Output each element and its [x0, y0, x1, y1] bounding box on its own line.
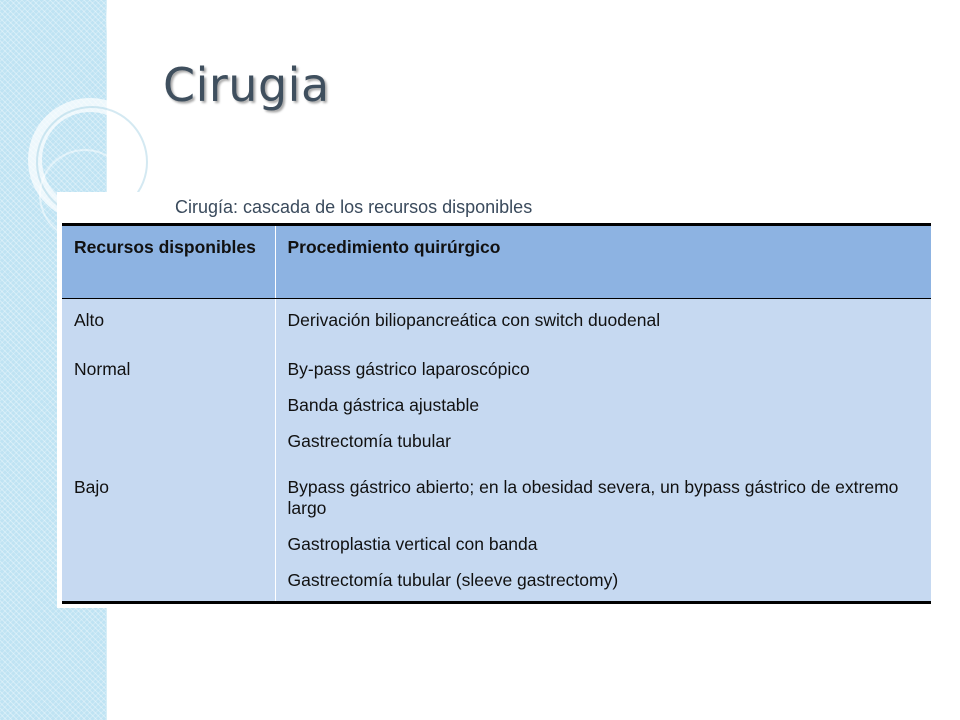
table-header-row	[62, 225, 931, 299]
cell-resource	[62, 567, 275, 603]
cell-resource	[62, 531, 275, 567]
header-procedure: Procedimiento quirúrgico	[275, 225, 931, 299]
cell-resource: Alto	[62, 299, 275, 356]
surgery-resources-table	[62, 223, 931, 604]
table-row	[62, 428, 931, 474]
table-row	[62, 474, 931, 531]
table-row	[62, 299, 931, 356]
cell-procedure: Gastrectomía tubular	[287, 430, 451, 451]
table-row	[62, 531, 931, 567]
cell-resource	[62, 428, 275, 474]
cell-procedure: Bypass gástrico abierto; en la obesidad severa, un bypass gástrico de extremo largo	[287, 476, 899, 518]
cell-resource	[62, 392, 275, 428]
slide-title: Cirugia	[163, 58, 330, 112]
cell-procedure: By-pass gástrico laparoscópico	[287, 358, 530, 379]
table-caption: Cirugía: cascada de los recursos disponibles	[175, 197, 533, 217]
cell-procedure: Gastrectomía tubular (sleeve gastrectomy)	[275, 567, 931, 603]
cell-resource: Normal	[62, 356, 275, 392]
table-row	[62, 356, 931, 392]
cell-procedure: Banda gástrica ajustable	[287, 394, 480, 415]
cell-procedure: Derivación biliopancreática con switch duodenal	[287, 310, 661, 330]
header-resources: Recursos disponibles	[62, 225, 275, 299]
cell-resource: Bajo	[62, 474, 275, 531]
table-row	[62, 392, 931, 428]
cell-procedure: Gastroplastia vertical con banda	[287, 533, 538, 554]
table-row	[62, 567, 931, 603]
